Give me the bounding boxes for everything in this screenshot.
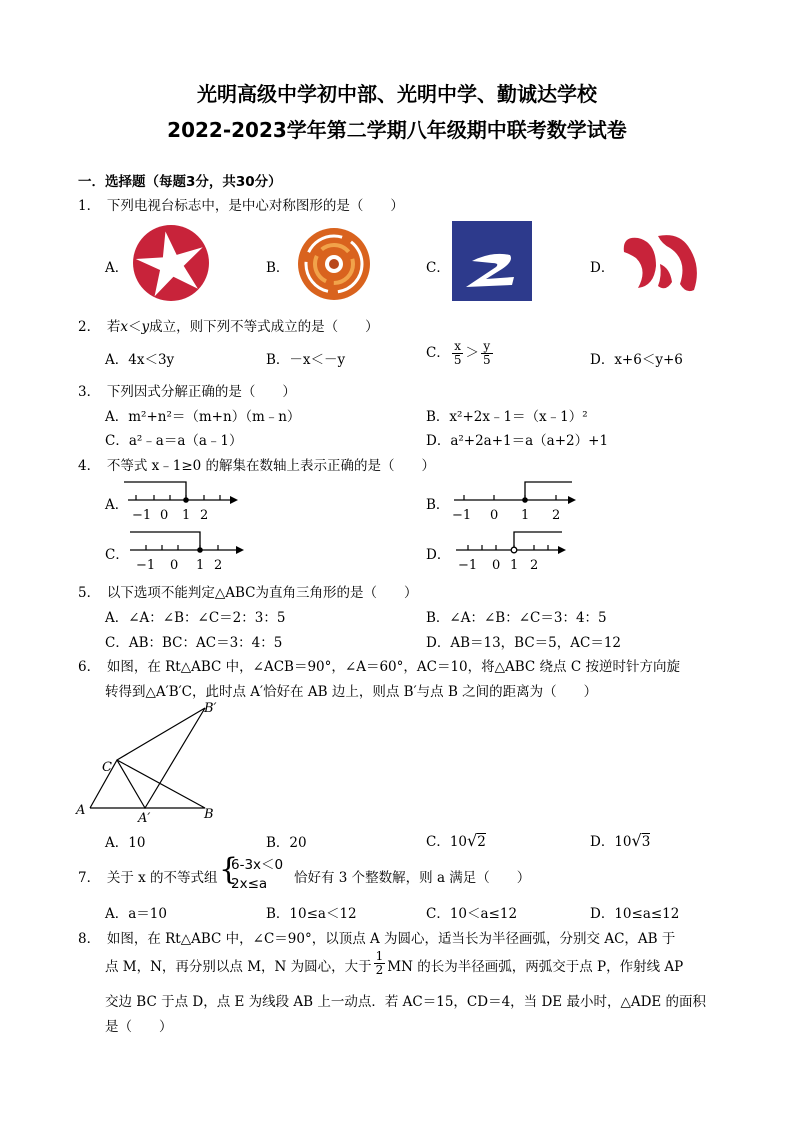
q7-option-d: D．10≤a≤12: [590, 906, 680, 922]
q6-stem-line1: 6． 如图，在 Rt△ABC 中，∠ACB＝90°，∠A＝60°，AC＝10，将△ABC 绕点 C 按逆时针方向旋: [78, 659, 680, 675]
q4-number-line-d: [452, 524, 572, 574]
q1-stem: 1． 下列电视台标志中，是中心对称图形的是（ ）: [78, 198, 404, 214]
brace-icon: {: [219, 852, 239, 887]
q1-option-a-label: A．: [105, 260, 129, 276]
q4-number-line-b: [450, 474, 580, 524]
q7-stem-b: 恰好有 3 个整数解，则 a 满足（ ）: [294, 870, 531, 886]
q7-option-c: C．10＜a≤12: [426, 906, 518, 922]
tick-label: 1: [196, 558, 205, 573]
q5-option-c: C．AB：BC：AC＝3：4：5: [105, 635, 283, 651]
q4-option-a-label: A．: [105, 497, 129, 513]
q8-stem-line3: 交边 BC 于点 D，点 E 为线段 AB 上一动点．若 AC＝15，CD＝4，当 DE 最小时，△ADE 的面积: [105, 994, 707, 1010]
q4-option-d-label: D．: [426, 547, 451, 563]
q1-option-d-label: D．: [590, 260, 615, 276]
tick-label: −1: [132, 508, 152, 523]
tv-logo-d: [618, 230, 706, 298]
tick-label: 1: [510, 558, 519, 573]
tv-logo-c: [452, 221, 532, 301]
q6-rotation-figure: [70, 698, 230, 824]
q2-option-d: D．x+6＜y+6: [590, 352, 683, 368]
q4-option-b-label: B．: [426, 497, 450, 513]
q6-option-a: A．10: [105, 835, 146, 851]
exam-title: 2022-2023学年第二学期八年级期中联考数学试卷: [167, 118, 627, 142]
point-a-prime-label: A′: [138, 811, 151, 824]
q2-option-a: A．4x＜3y: [105, 352, 175, 368]
section-heading: 一．选择题（每题3分，共30分）: [78, 174, 282, 190]
q5-stem: 5． 以下选项不能判定△ABC为直角三角形的是（ ）: [78, 585, 418, 601]
tick-label: 0: [490, 508, 499, 523]
q2-option-c: C． $\frac{x}{5}$ ＞ $\frac{y}{5}$: [426, 339, 491, 367]
tick-label: −1: [458, 558, 478, 573]
q8-stem-line1: 8． 如图，在 Rt△ABC 中，∠C＝90°，以顶点 A 为圆心，适当长为半径画弧，分别交 AC，AB 于: [78, 931, 676, 947]
q8-stem-line4: 是（ ）: [105, 1019, 173, 1035]
q6-stem-line2: 转得到△A′B′C，此时点 A′恰好在 AB 边上，则点 B′与点 B 之间的距离为（ ）: [105, 684, 598, 700]
point-b-prime-label: B′: [204, 701, 217, 716]
q7-system-line1: 6-3x＜0: [231, 857, 284, 873]
tick-label: 1: [521, 508, 530, 523]
q6-option-c: C．10√2: [426, 831, 486, 850]
tick-label: 2: [214, 558, 223, 573]
q4-number-line-c: [126, 524, 250, 574]
q2-stem: 2． 若x＜y成立，则下列不等式成立的是（ ）: [78, 319, 379, 335]
point-b-label: B: [204, 807, 214, 822]
tick-label: 2: [530, 558, 539, 573]
q6-option-b: B．20: [266, 835, 307, 851]
tick-label: −1: [136, 558, 156, 573]
q5-option-d: D．AB＝13，BC＝5，AC＝12: [426, 635, 622, 651]
tick-label: 2: [552, 508, 561, 523]
point-a-label: A: [76, 803, 86, 818]
q3-stem: 3． 下列因式分解正确的是（ ）: [78, 384, 296, 400]
q8-stem-line2: 点 M，N，再分别以点 M，N 为圆心，大于 $\frac{1}{2}$ MN 的长为半径画弧，两弧交于点 P，作射线 AP: [105, 949, 684, 977]
q5-option-a: A．∠A：∠B：∠C＝2：3：5: [105, 610, 286, 626]
tick-label: 0: [160, 508, 169, 523]
q3-option-b: B．x²+2x﹣1＝（x﹣1）²: [426, 409, 588, 425]
q4-stem: 4． 不等式 x﹣1≥0 的解集在数轴上表示正确的是（ ）: [78, 458, 436, 474]
q4-number-line-a: [124, 474, 240, 524]
q3-option-c: C．a²﹣a＝a（a﹣1）: [105, 433, 243, 449]
tick-label: 0: [170, 558, 179, 573]
q1-option-b-label: B．: [266, 260, 290, 276]
q5-option-b: B．∠A：∠B：∠C＝3：4：5: [426, 610, 607, 626]
q2-option-b: B．－x＜－y: [266, 352, 346, 368]
tv-logo-b: [296, 226, 372, 302]
q1-option-c-label: C．: [426, 260, 450, 276]
tv-logo-a: [131, 223, 211, 303]
point-c-label: C: [102, 760, 112, 775]
tick-label: 1: [182, 508, 191, 523]
tick-label: 0: [492, 558, 501, 573]
q3-option-d: D．a²+2a+1＝a（a+2）+1: [426, 433, 609, 449]
q7-stem-a: 7． 关于 x 的不等式组: [78, 870, 218, 886]
q7-option-b: B．10≤a＜12: [266, 906, 357, 922]
q4-option-c-label: C．: [105, 547, 129, 563]
tick-label: −1: [452, 508, 472, 523]
q3-option-a: A．m²+n²＝（m+n）（m﹣n）: [105, 409, 301, 425]
q7-system-line2: 2x≤a: [231, 876, 268, 892]
q6-option-d: D．10√3: [590, 831, 651, 850]
q7-option-a: A．a＝10: [105, 906, 167, 922]
tick-label: 2: [200, 508, 209, 523]
exam-school-title: 光明高级中学初中部、光明中学、勤诚达学校: [197, 82, 597, 106]
